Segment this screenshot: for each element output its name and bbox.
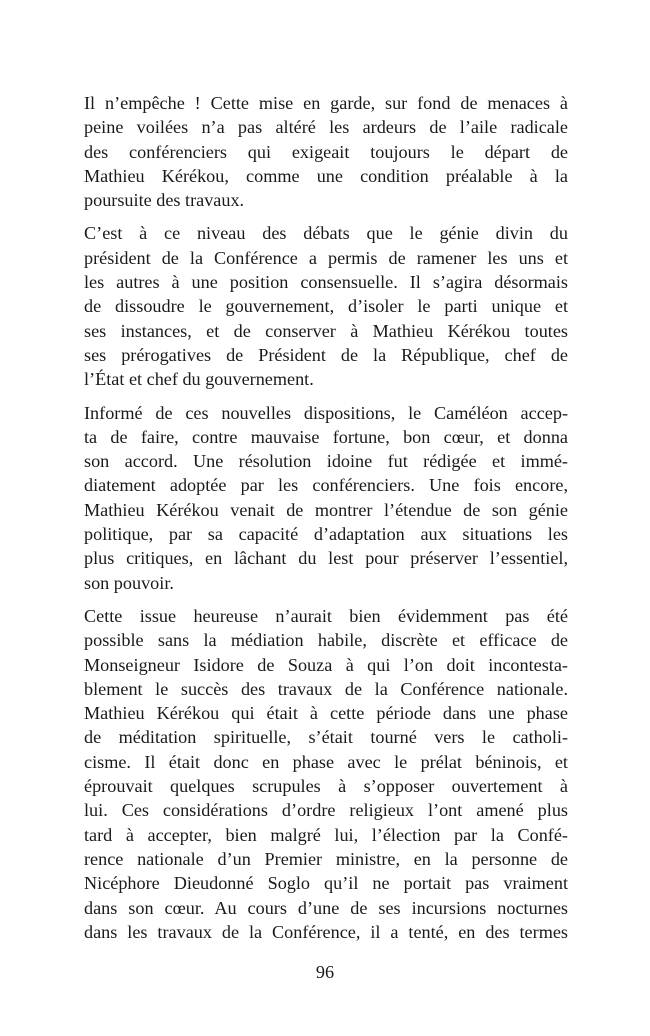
text-line: dans son cœur. Au cours d’une de ses incursions nocturnes bbox=[84, 897, 568, 918]
text-line: blement le succès des travaux de la Conférence nationale. bbox=[84, 678, 568, 699]
text-line: C’est à ce niveau des débats que le génie divin du bbox=[84, 223, 568, 244]
text-line: rence nationale d’un Premier ministre, en la personne de bbox=[84, 848, 568, 869]
text-line: poursuite des travaux. bbox=[84, 190, 245, 211]
text-line: Cette issue heureuse n’aurait bien évidemment pas été bbox=[84, 605, 568, 626]
text-line: Il n’empêche ! Cette mise en garde, sur fond de menaces à bbox=[84, 93, 568, 113]
text-line: lui. Ces considérations d’ordre religieux l’ont amené plus bbox=[84, 800, 568, 821]
text-line: peine voilées n’a pas altéré les ardeurs de l’aile radicale bbox=[84, 117, 568, 138]
text-line: son pouvoir. bbox=[84, 572, 174, 593]
paragraph-3 bbox=[84, 401, 568, 595]
text-line: éprouvait quelques scrupules à s’opposer ouvertement à bbox=[84, 776, 568, 797]
text-line: président de la Conférence a permis de ramener les uns et bbox=[84, 247, 568, 268]
text-line: de dissoudre le gouvernement, d’isoler le parti unique et bbox=[84, 296, 568, 317]
text-line: dans les travaux de la Conférence, il a tenté, en des termes bbox=[84, 921, 568, 942]
text-line: cisme. Il était donc en phase avec le prélat béninois, et bbox=[84, 751, 568, 772]
paragraph-2 bbox=[84, 221, 568, 391]
text-line: l’État et chef du gouvernement. bbox=[84, 369, 314, 390]
page-body bbox=[84, 91, 568, 953]
text-line: les autres à une position consensuelle. Il s’agira désormais bbox=[84, 272, 568, 293]
text-line: possible sans la médiation habile, discrète et efficace de bbox=[84, 630, 568, 651]
text-line: Mathieu Kérékou venait de montrer l’étendue de son génie bbox=[84, 499, 568, 520]
paragraph-1 bbox=[84, 91, 568, 212]
text-line: Nicéphore Dieudonné Soglo qu’il ne portait pas vraiment bbox=[84, 873, 568, 894]
text-line: Monseigneur Isidore de Souza à qui l’on doit incontesta- bbox=[84, 654, 568, 675]
paragraph-4 bbox=[84, 604, 568, 944]
text-line: diatement adoptée par les conférenciers. Une fois encore, bbox=[84, 475, 568, 496]
text-line: Mathieu Kérékou, comme une condition préalable à la bbox=[84, 165, 568, 186]
text-line: Informé de ces nouvelles dispositions, le Caméléon accep- bbox=[84, 402, 568, 423]
text-line: politique, par sa capacité d’adaptation aux situations les bbox=[84, 524, 568, 545]
text-line: son accord. Une résolution idoine fut rédigée et immé- bbox=[84, 451, 568, 472]
text-line: des conférenciers qui exigeait toujours le départ de bbox=[84, 141, 568, 162]
text-line: ses prérogatives de Président de la République, chef de bbox=[84, 344, 568, 365]
text-line: tard à accepter, bien malgré lui, l’élection par la Confé- bbox=[84, 824, 568, 845]
text-line: ta de faire, contre mauvaise fortune, bon cœur, et donna bbox=[84, 426, 568, 447]
text-line: de méditation spirituelle, s’était tourné vers le catholi- bbox=[84, 727, 568, 748]
text-line: ses instances, et de conserver à Mathieu Kérékou toutes bbox=[84, 320, 568, 341]
text-line: Mathieu Kérékou qui était à cette période dans une phase bbox=[84, 703, 568, 724]
page-number: 96 bbox=[315, 962, 335, 982]
text-line: plus critiques, en lâchant du lest pour préserver l’essentiel, bbox=[84, 548, 568, 569]
